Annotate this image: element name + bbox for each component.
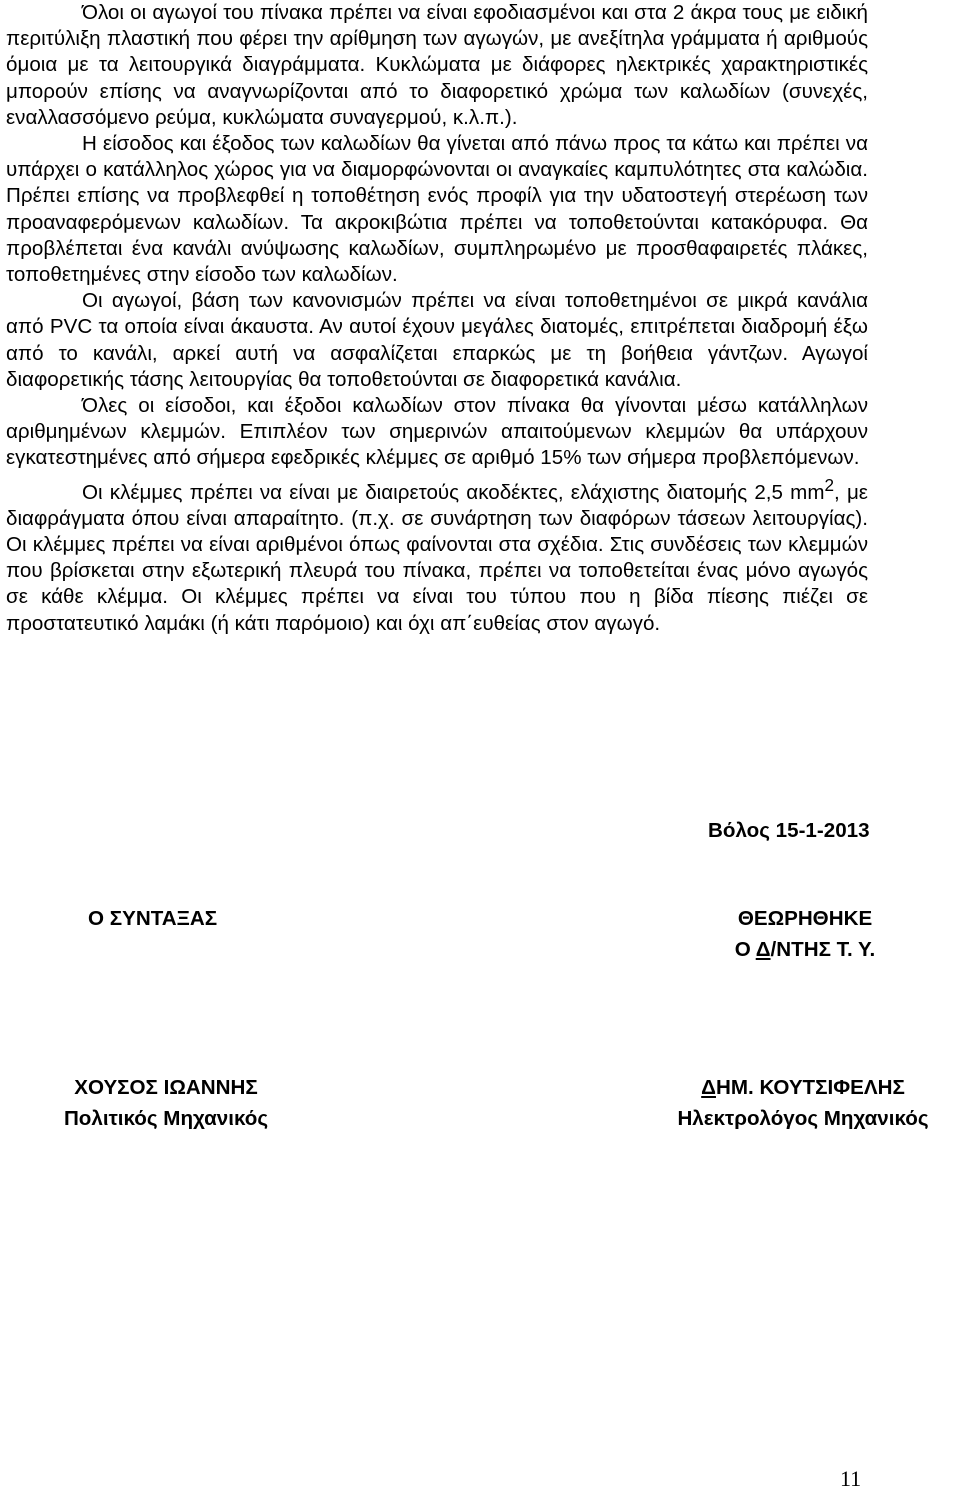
paragraph-terminal-specs: [6, 472, 868, 637]
reviewer-signature: [650, 1072, 956, 1134]
superscript-squared: 2: [824, 474, 835, 495]
paragraph-text: Οι κλέμμες πρέπει να είναι με διαιρετούς ακοδέκτες, ελάχιστης διατομής 2,5 mm: [82, 480, 825, 504]
reviewer-underlined-letter: Δ: [755, 938, 771, 961]
reviewer-name-rest: ΗΜ. ΚΟΥΤΣΙΦΕΛΗΣ: [715, 1076, 905, 1099]
composer-signature: [40, 1072, 292, 1134]
paragraph-terminals: [6, 393, 868, 472]
paragraph-text: Η είσοδος και έξοδος των καλωδίων θα γίνεται από πάνω προς τα κάτω και πρέπει να υπάρχει ο κατάλληλος χώρος για να διαμορφώνονται οι αναγκαίες καμπυλότητες στα καλώδια. Πρέπει επίσης να προβλεφθεί η τοποθέτηση ενός προφίλ για την υδατοστεγή στερέωση των προαναφερόμενων καλωδίων. Τα ακροκιβώτια πρέπει να τοποθετούνται κατακόρυφα. Θα προβλέπεται ένα κανάλι ανύψωσης καλωδίων, συμπληρωμένο με προσθαφαιρετές πλάκες, τοποθετημένες στην είσοδο των καλωδίων.: [6, 132, 868, 287]
reviewer-suffix: /ΝΤΗΣ Τ. Υ.: [770, 938, 876, 961]
paragraph-text: , με διαφράγματα όπου είναι απαραίτητο. (π.χ. σε συνάρτηση των διαφόρων τάσεων λειτουργίας). Οι κλέμμες πρέπει να είναι αριθμένοι όπως φαίνονται στα σχέδια. Στις συνδέσεις των κλεμμών που βρίσκεται στην εξωτερική πλευρά του πίνακα, πρέπει να τοποθετείται ένας μόνο αγωγός σε κάθε κλέμμα. Οι κλέμμες πρέπει να είναι του τύπου που η βίδα πίεσης πιέζει σε προστατευτικό λαμάκι (ή κάτι παρόμοιο) και όχι απ΄ευθείας στον αγωγό.: [6, 480, 868, 635]
reviewer-name-underlined: Δ: [701, 1076, 716, 1099]
reviewer-line2: [714, 934, 896, 965]
specification-body: [6, 0, 868, 637]
reviewer-prefix: Ο: [734, 938, 756, 961]
composer-title: Ο ΣΥΝΤΑΞΑΣ: [88, 907, 218, 930]
reviewer-block: [714, 903, 896, 965]
paragraph-cable-entry: [6, 131, 868, 288]
paragraph-pvc-channels: [6, 288, 868, 393]
reviewer-name: [650, 1072, 956, 1103]
paragraph-text: Όλοι οι αγωγοί του πίνακα πρέπει να είναι εφοδιασμένοι και στα 2 άκρα τους με ειδική περιτύλιξη πλαστική που φέρει την αρίθμηση των αγωγών, με ανεξίτηλα γράμματα ή αριθμούς όμοια με τα λειτουργικά διαγράμματα. Κυκλώματα με διάφορες ηλεκτρικές χαρακτηριστικές μπορούν επίσης να αναγνωρίζονται από το διαφορετικό χρώμα των καλωδίων (συνεχές, εναλλασσόμενο ρεύμα, κυκλώματα συναγερμού, κ.λ.π.).: [6, 1, 868, 129]
paragraph-text: Οι αγωγοί, βάση των κανονισμών πρέπει να είναι τοποθετημένοι σε μικρά κανάλια από PVC τα οποία είναι άκαυστα. Αν αυτοί έχουν μεγάλες διατομές, επιτρέπεται διαδρομή έξω από το κανάλι, αρκεί αυτή να ασφαλίζεται επαρκώς με τη βοήθεια γάντζων. Αγωγοί διαφορετικής τάσης λειτουργίας θα τοποθετούνται σε διαφορετικά κανάλια.: [6, 289, 868, 391]
paragraph-text: Όλες οι είσοδοι, και έξοδοι καλωδίων στον πίνακα θα γίνονται μέσω κατάλληλων αριθμημένων κλεμμών. Επιπλέον των σημερινών απαιτούμενων κλεμμών θα υπάρχουν εγκατεστημένες από σήμερα εφεδρικές κλέμμες σε αριθμό 15% των σήμερα προβλεπόμενων.: [6, 394, 868, 470]
reviewer-role: Ηλεκτρολόγος Μηχανικός: [677, 1107, 929, 1130]
document-date: Βόλος 15-1-2013: [708, 819, 870, 842]
reviewer-line1: ΘΕΩΡΗΘΗΚΕ: [737, 907, 873, 930]
page-number: 11: [840, 1466, 862, 1491]
composer-role: Πολιτικός Μηχανικός: [63, 1107, 269, 1130]
composer-name: ΧΟΥΣΟΣ ΙΩΑΝΝΗΣ: [74, 1076, 258, 1099]
paragraph-cable-marking: [6, 0, 868, 131]
